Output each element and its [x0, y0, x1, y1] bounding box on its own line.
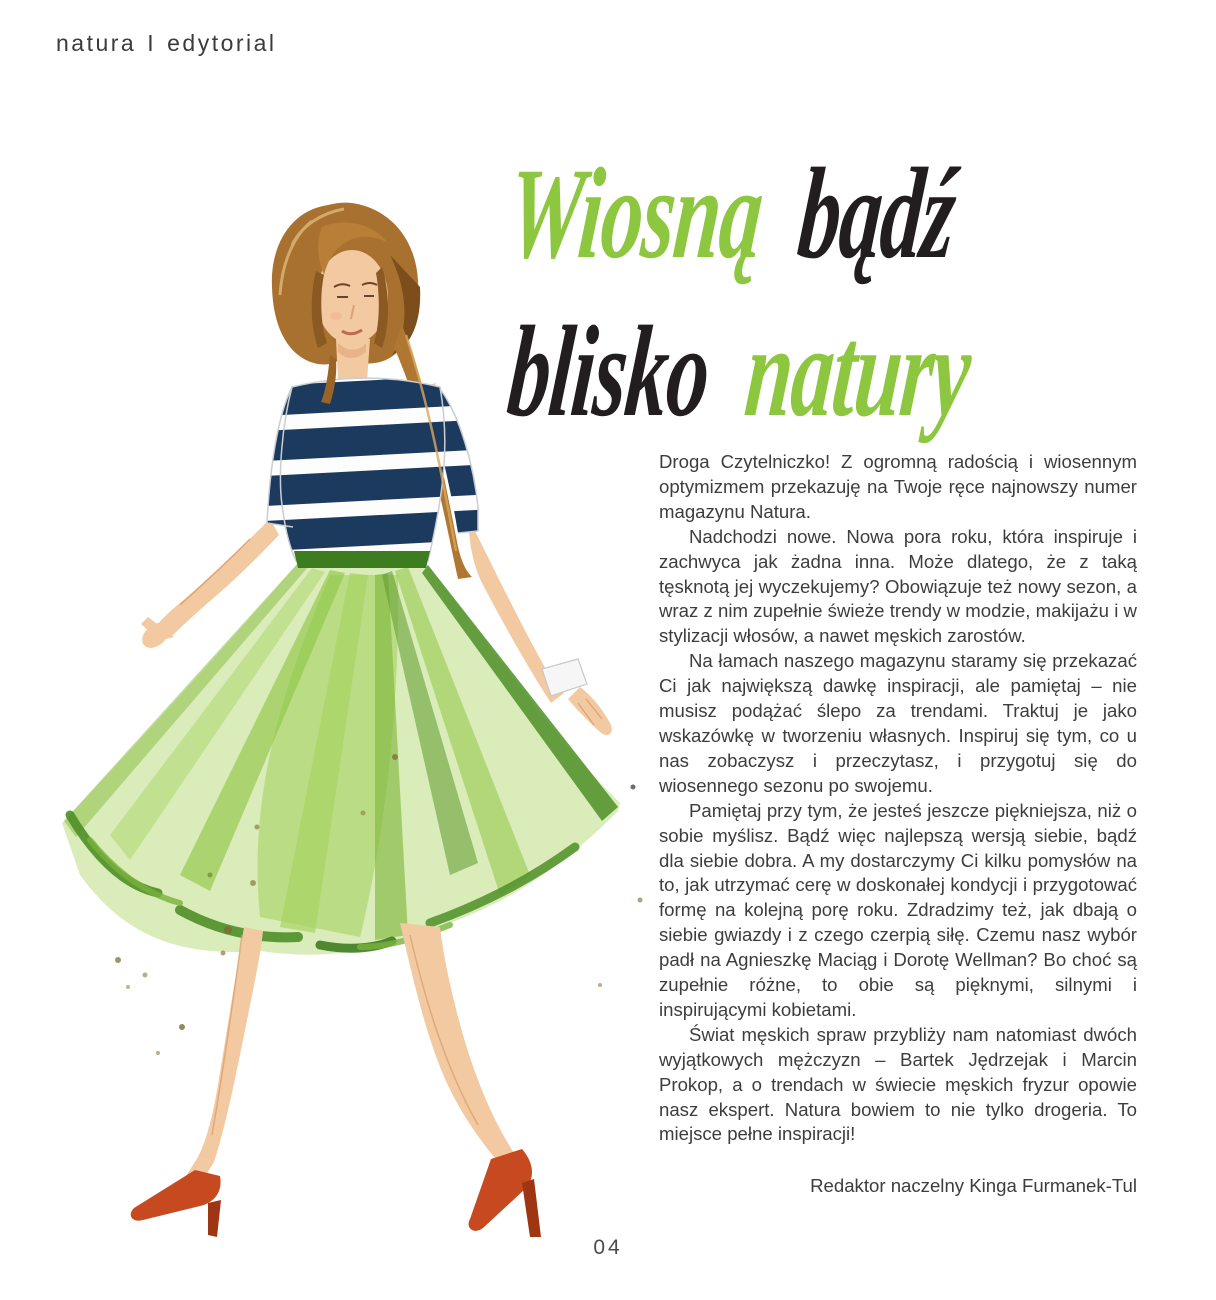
- headline-word-wiosna: Wiosną: [502, 142, 769, 287]
- headline-word-badz: bądź: [792, 142, 961, 287]
- paragraph: Na łamach naszego magazynu staramy się przekazać Ci jak największą dawkę inspiracji, ale pamiętaj – nie musisz podążać ślepo za trendami. Traktuj je jako wskazówkę w tworzeniu własnych. Inspiruj się tym, co u nas zobaczysz i przeczytasz, i przygotuj się do wiosennego sezonu po swojemu.: [659, 650, 1137, 796]
- page-number: 04: [593, 1236, 623, 1259]
- paragraph: Pamiętaj przy tym, że jesteś jeszcze piękniejsza, niż o sobie myślisz. Bądź więc najlepszą wersją siebie, bądź dla siebie dobra. A my dostarczymy Ci kilku pomysłów na to, jak utrzymać cerę w doskonałej kondycji i przygotować formę na kolejną porę roku. Zdradzimy też, jak dbają o siebie gwiazdy i z czego czerpią siłę. Czemu nasz wybór padł na Agnieszkę Maciąg i Dorotę Wellman? Bo choć są zupełnie różne, to obie są pięknymi, silnymi i inspirującymi kobietami.: [659, 799, 1137, 1020]
- editorial-text: [659, 450, 1137, 1199]
- paragraph: Świat męskich spraw przybliży nam natomiast dwóch wyjątkowych mężczyzn – Bartek Jędrzejak i Marcin Prokop, a o trendach w świecie męskich fryzur opowie nasz ekspert. Natura bowiem to nie tylko drogeria. To miejsce pełne inspiracji!: [659, 1023, 1137, 1145]
- headline-line-1: [502, 142, 961, 287]
- masthead: [56, 30, 277, 57]
- masthead-brand: natura: [56, 30, 137, 56]
- headline-line-2: [502, 300, 976, 445]
- headline-word-natury: natury: [740, 300, 976, 445]
- paragraph: Nadchodzi nowe. Nowa pora roku, która inspiruje i zachwyca jak żadna inna. Może dlatego, że z taką tęsknotą jej wyczekujemy? Obowiązuje też nowy sezon, a wraz z nim zupełnie świeże trendy w modzie, makijażu i w stylizacji włosów, a nawet męskich zarostów.: [659, 525, 1137, 647]
- striped-top: [240, 370, 508, 570]
- legs: [178, 923, 514, 1197]
- editor-signature: Redaktor naczelny Kinga Furmanek-Tul: [810, 1175, 1137, 1197]
- paragraph: Droga Czytelniczko! Z ogromną radością i wiosennym optymizmem przekazuję na Twoje ręce najnowszy numer magazynu Natura.: [659, 451, 1137, 522]
- masthead-separator: I: [147, 30, 157, 56]
- waistband: [294, 551, 430, 568]
- red-high-heels: [131, 1149, 541, 1237]
- masthead-section: edytorial: [167, 30, 277, 56]
- headline-word-blisko: blisko: [502, 300, 716, 445]
